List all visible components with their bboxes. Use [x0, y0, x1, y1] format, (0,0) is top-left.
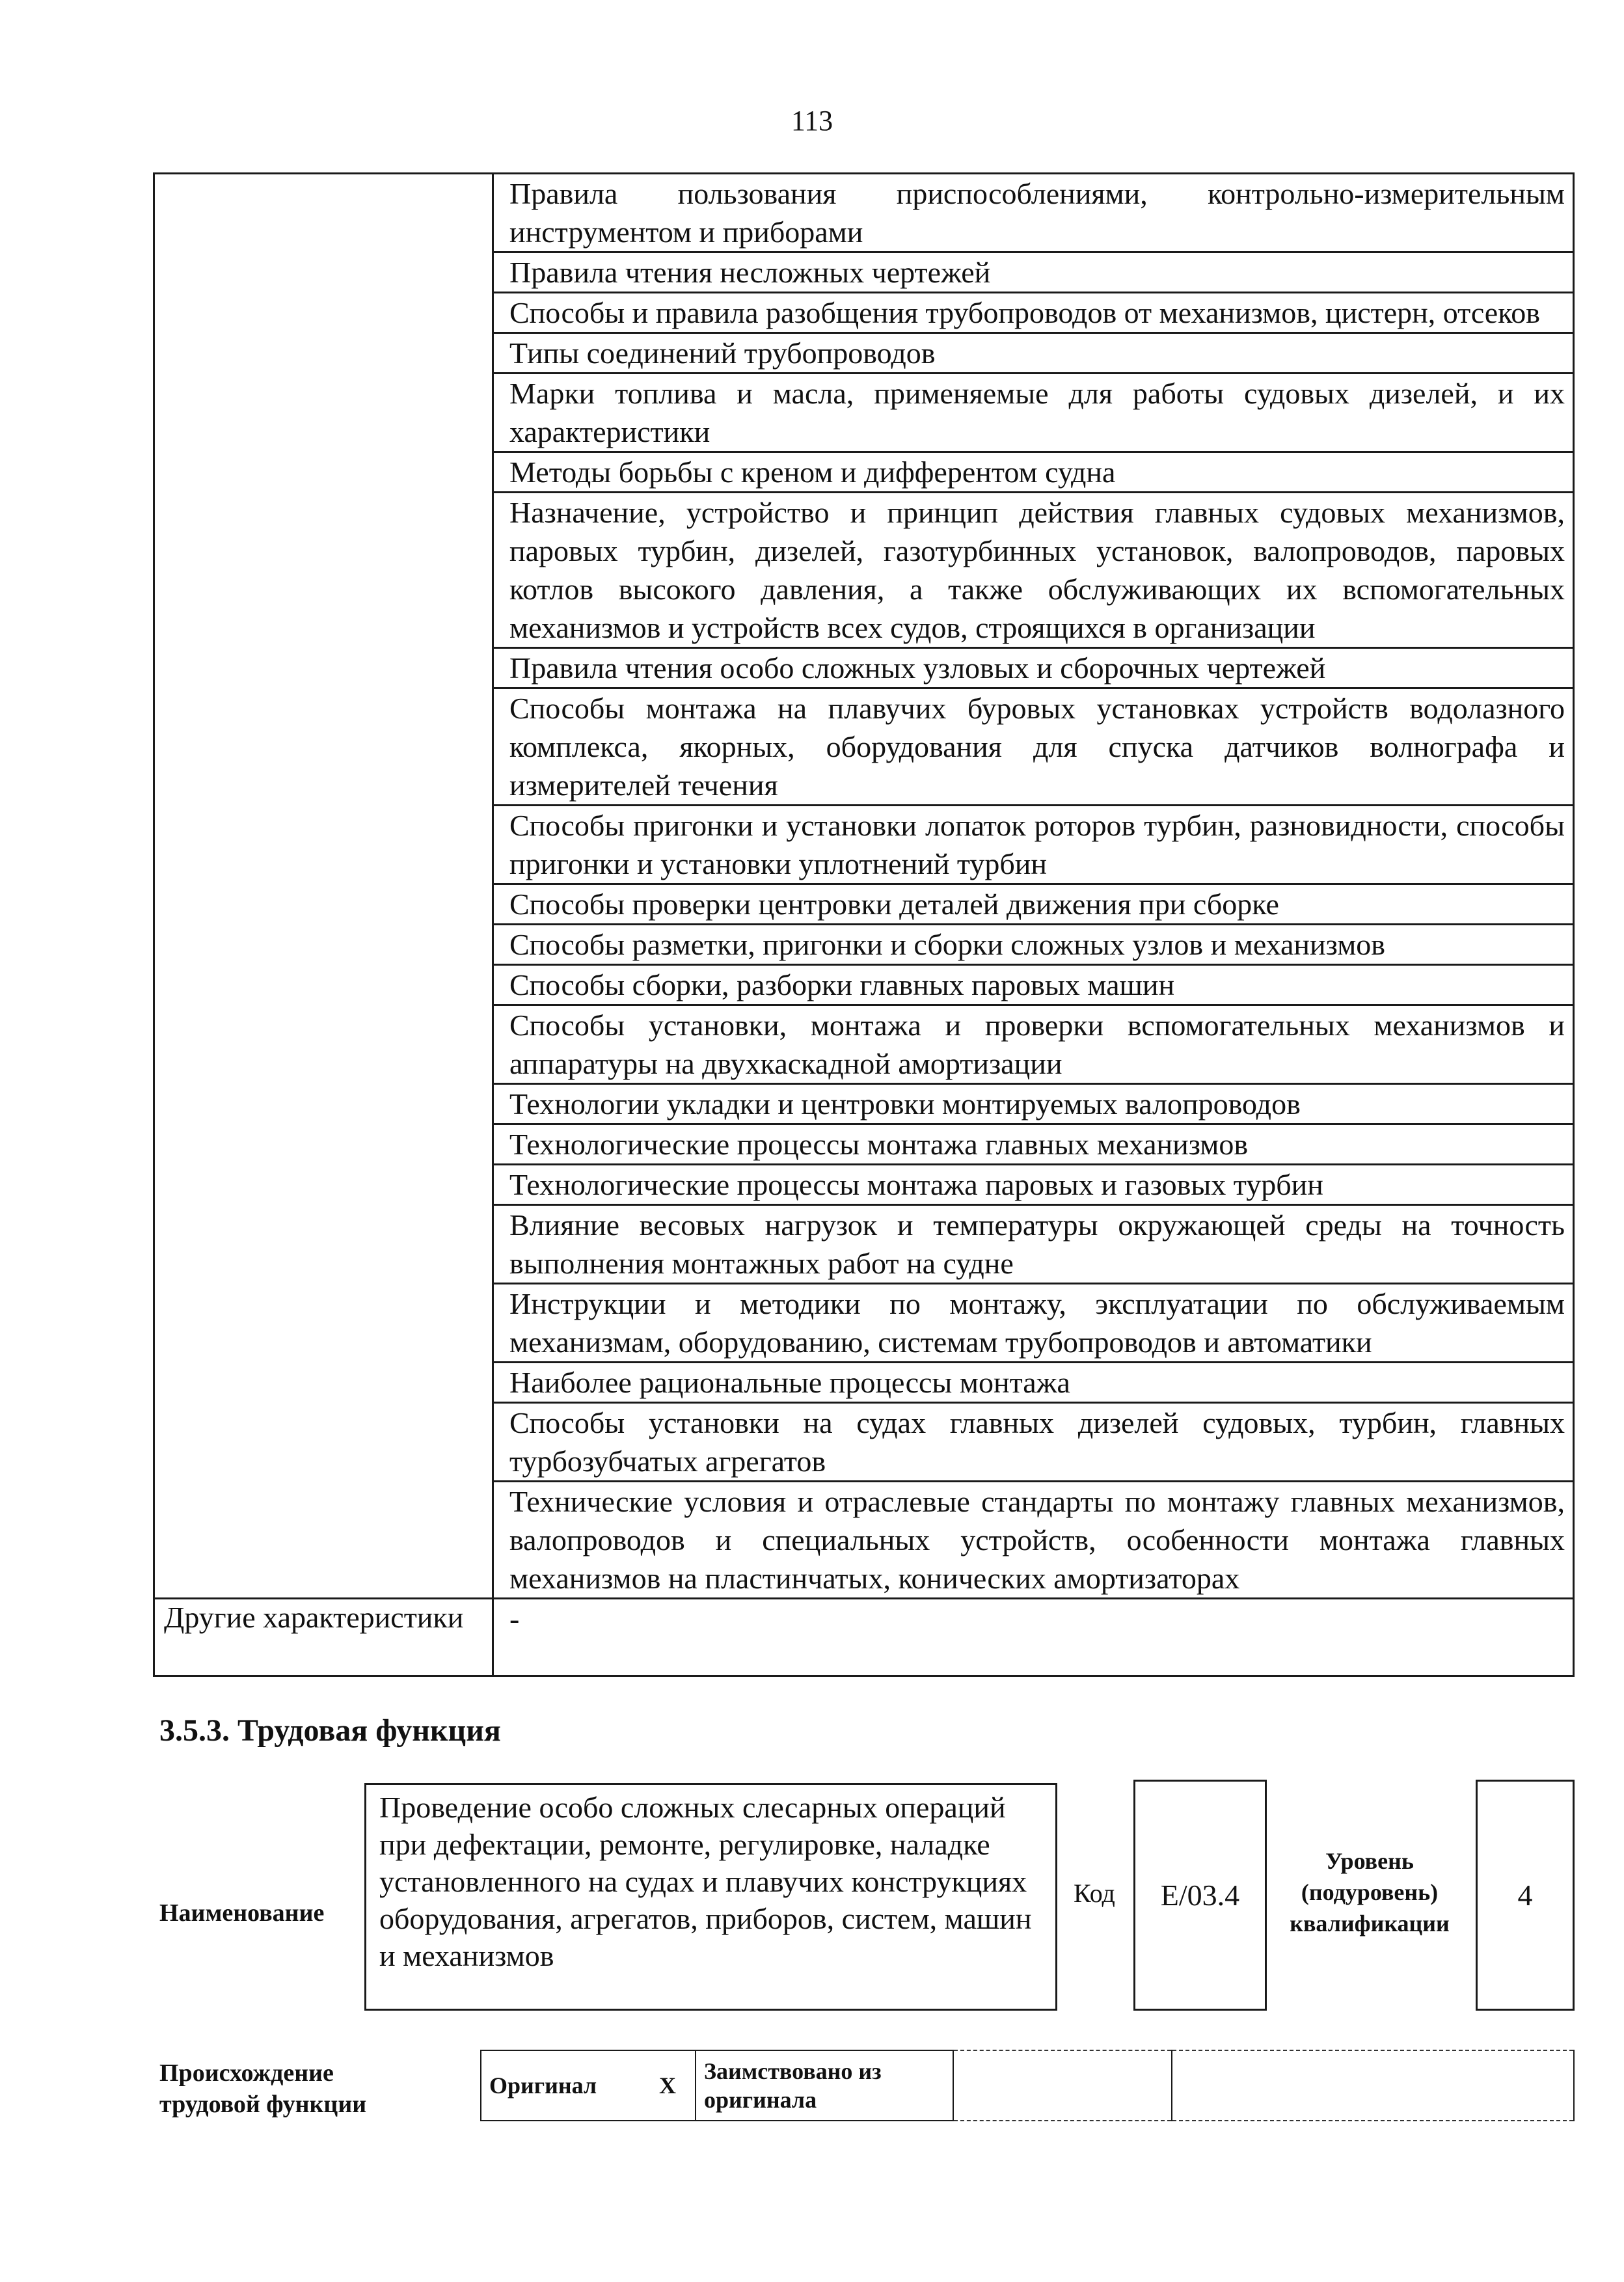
knowledge-item: Правила пользования приспособлениями, контрольно-измерительным инструментом и приборами	[493, 174, 1574, 252]
knowledge-item: Способы сборки, разборки главных паровых машин	[493, 965, 1574, 1005]
knowledge-item: Способы установки, монтажа и проверки вспомогательных механизмов и аппаратуры на двухкаскадной амортизации	[493, 1005, 1574, 1084]
knowledge-item: Технологии укладки и центровки монтируемых валопроводов	[493, 1084, 1574, 1124]
other-characteristics-label: Другие характеристики	[154, 1599, 493, 1676]
function-name-box: Проведение особо сложных слесарных операций при дефектации, ремонте, регулировке, наладке установленного на судах и плавучих конструкциях оборудования, агрегатов, приборов, систем, машин и механизмов	[364, 1783, 1057, 2011]
knowledge-item: Технологические процессы монтажа главных механизмов	[493, 1124, 1574, 1165]
knowledge-item: Типы соединений трубопроводов	[493, 333, 1574, 374]
knowledge-item: Способы пригонки и установки лопаток роторов турбин, разновидности, способы пригонки и установки уплотнений турбин	[493, 806, 1574, 884]
knowledge-item: Инструкции и методики по монтажу, эксплуатации по обслуживаемым механизмам, оборудованию, системам трубопроводов и автоматики	[493, 1284, 1574, 1363]
knowledge-table	[153, 172, 1575, 1677]
knowledge-item: Методы борьбы с креном и дифферентом судна	[493, 452, 1574, 493]
knowledge-item: Правила чтения несложных чертежей	[493, 252, 1574, 293]
code-value-box	[1133, 1780, 1267, 2011]
level-label: Уровень (подуровень) квалификации	[1290, 1848, 1450, 1936]
section-title: 3.5.3. Трудовая функция	[159, 1713, 501, 1748]
knowledge-item: Назначение, устройство и принцип действия главных судовых механизмов, паровых турбин, дизелей, газотурбинных установок, валопроводов, паровых котлов высокого давления, а также обслуживающих их вспомогательных механизмов и устройств всех судов, строящихся в организации	[493, 493, 1574, 648]
origin-empty-cell-1	[953, 2050, 1172, 2121]
knowledge-item: Марки топлива и масла, применяемые для работы судовых дизелей, и их характеристики	[493, 374, 1574, 452]
level-value-box	[1476, 1780, 1575, 2011]
knowledge-label-cell	[154, 174, 493, 1599]
knowledge-item: Способы и правила разобщения трубопроводов от механизмов, цистерн, отсеков	[493, 293, 1574, 333]
knowledge-item: Способы разметки, пригонки и сборки сложных узлов и механизмов	[493, 925, 1574, 965]
knowledge-item: Технические условия и отраслевые стандарты по монтажу главных механизмов, валопроводов и специальных устройств, особенности монтажа главных механизмов на пластинчатых, конических амортизаторах	[493, 1482, 1574, 1599]
knowledge-item: Способы установки на судах главных дизелей судовых, турбин, главных турбозубчатых агрегатов	[493, 1403, 1574, 1482]
original-mark: X	[640, 2050, 696, 2121]
level-value: 4	[1517, 1879, 1533, 1912]
code-value: E/03.4	[1160, 1879, 1240, 1912]
origin-empty-cell-2	[1172, 2050, 1574, 2121]
origin-table	[480, 2050, 1575, 2121]
knowledge-item: Правила чтения особо сложных узловых и сборочных чертежей	[493, 648, 1574, 688]
code-label: Код	[1074, 1879, 1115, 1908]
other-characteristics-value: -	[493, 1599, 1574, 1676]
origin-label: Происхождение трудовой функции	[159, 2059, 367, 2118]
name-label: Наименование	[159, 1899, 325, 1927]
knowledge-item: Способы проверки центровки деталей движения при сборке	[493, 884, 1574, 925]
knowledge-item: Влияние весовых нагрузок и температуры окружающей среды на точность выполнения монтажных работ на судне	[493, 1205, 1574, 1284]
original-label: Оригинал	[481, 2050, 640, 2121]
knowledge-item: Способы монтажа на плавучих буровых установках устройств водолазного комплекса, якорных, оборудования для спуска датчиков волнографа и измерителей течения	[493, 688, 1574, 806]
page-number: 113	[791, 105, 833, 137]
knowledge-item: Наиболее рациональные процессы монтажа	[493, 1363, 1574, 1403]
borrowed-label: Заимствовано из оригинала	[696, 2050, 953, 2121]
knowledge-item: Технологические процессы монтажа паровых и газовых турбин	[493, 1165, 1574, 1205]
